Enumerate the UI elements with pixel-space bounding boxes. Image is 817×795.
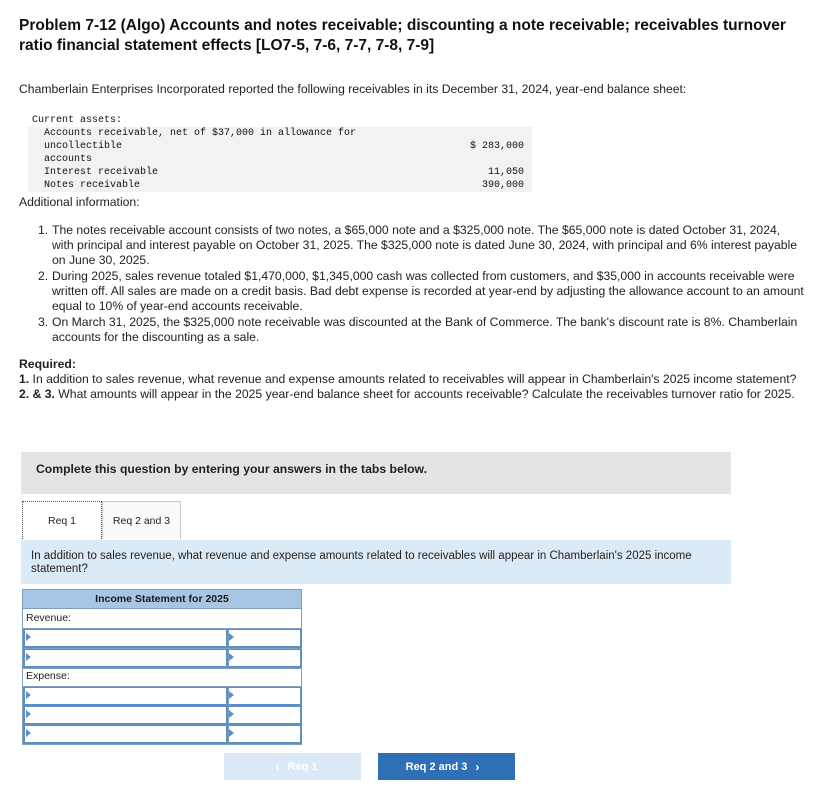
expense-account-select[interactable] [23, 706, 228, 725]
balance-row-label: Interest receivable [44, 167, 159, 178]
dropdown-indicator-icon [26, 633, 31, 641]
list-item [38, 315, 804, 345]
additional-info-list [38, 223, 804, 346]
balance-row-label: Notes receivable [44, 180, 141, 191]
expense-amount-input[interactable] [228, 706, 302, 725]
input-indicator-icon [229, 633, 234, 641]
balance-row-amount: 11,050 [487, 167, 524, 178]
prev-req-label: Req 1 [287, 760, 318, 773]
revenue-account-select[interactable] [23, 649, 228, 668]
tab-req-1[interactable]: Req 1 [22, 501, 102, 539]
list-item-text: The notes receivable account consists of two notes, a $65,000 note and a $325,000 note. The $65,000 note is dated October 31, 2024, with principal and interest payable on October 31, 2025. The $325,000 note is dated June 30, 2024, with principal and 6% interest payable on June 30, 2025. [52, 223, 798, 267]
list-item-text: During 2025, sales revenue totaled $1,470,000, $1,345,000 cash was collected from customers, and $35,000 in accounts receivable were written off. All sales are made on a credit basis. Bad debt expense is recorded at year-end by adjusting the allowance account to an amount equal to 10% of year-end accounts receivable. [52, 269, 804, 313]
instructions-panel [21, 452, 731, 494]
revenue-account-select[interactable] [23, 629, 228, 648]
revenue-amount-input[interactable] [228, 649, 302, 668]
revenue-amount-input[interactable] [228, 629, 302, 648]
prev-req-button[interactable] [224, 753, 361, 780]
balance-row-accounts-receivable [28, 127, 532, 166]
revenue-label: Revenue: [22, 609, 302, 629]
additional-info-heading: Additional information: [19, 195, 140, 209]
required-item-number: 1. [19, 372, 30, 386]
required-item-1 [19, 372, 809, 387]
dropdown-indicator-icon [26, 653, 31, 661]
balance-row-label-cont: accounts [44, 154, 93, 165]
list-item-number: 2. [38, 269, 49, 283]
required-heading: Required: [19, 357, 76, 371]
balance-sheet-excerpt [28, 114, 532, 192]
dropdown-indicator-icon [26, 729, 31, 737]
revenue-row-1 [22, 629, 302, 649]
expense-account-select[interactable] [23, 687, 228, 706]
input-indicator-icon [229, 691, 234, 699]
tab-req-2-and-3[interactable]: Req 2 and 3 [102, 501, 181, 539]
required-item-2 [19, 387, 809, 402]
required-item-text: What amounts will appear in the 2025 year-end balance sheet for accounts receivable? Calculate the receivables turnover ratio for 2025. [54, 387, 795, 401]
list-item [38, 223, 804, 268]
balance-row-amount: $ 283,000 [469, 141, 524, 152]
question-prompt: In addition to sales revenue, what revenue and expense amounts related to receivables will appear in Chamberlain's 2025 income statement? [21, 540, 731, 584]
balance-row-notes-receivable [28, 179, 532, 192]
list-item [38, 269, 804, 314]
list-item-number: 1. [38, 223, 49, 237]
input-indicator-icon [229, 653, 234, 661]
expense-label: Expense: [22, 667, 302, 687]
balance-row-amount: 390,000 [481, 180, 524, 191]
balance-row-interest-receivable [28, 166, 532, 179]
next-req-label: Req 2 and 3 [405, 760, 468, 773]
income-statement-header: Income Statement for 2025 [22, 589, 302, 609]
balance-sheet-header: Current assets: [32, 115, 123, 126]
expense-amount-input[interactable] [228, 687, 302, 706]
balance-row-label: Accounts receivable, net of $37,000 in allowance for uncollectible [44, 128, 357, 152]
required-item-number: 2. & 3. [19, 387, 55, 401]
expense-row-2 [22, 706, 302, 726]
chevron-right-icon: › [475, 759, 480, 774]
dropdown-indicator-icon [26, 710, 31, 718]
problem-title: Problem 7-12 (Algo) Accounts and notes receivable; discounting a note receivable; receivables turnover ratio financial statement effects [LO7-5, 7-6, 7-7, 7-8, 7-9] [19, 17, 786, 54]
expense-amount-input[interactable] [228, 725, 302, 744]
list-item-number: 3. [38, 315, 49, 329]
revenue-row-2 [22, 649, 302, 669]
problem-intro: Chamberlain Enterprises Incorporated reported the following receivables in its December 31, 2024, year-end balance sheet: [19, 82, 687, 96]
input-indicator-icon [229, 710, 234, 718]
next-req-button[interactable] [378, 753, 515, 780]
required-item-text: In addition to sales revenue, what revenue and expense amounts related to receivables will appear in Chamberlain's 2025 income statement? [29, 372, 797, 386]
expense-row-3 [22, 725, 302, 745]
chevron-left-icon: ‹ [275, 759, 280, 774]
expense-account-select[interactable] [23, 725, 228, 744]
expense-row-1 [22, 687, 302, 707]
list-item-text: On March 31, 2025, the $325,000 note receivable was discounted at the Bank of Commerce. The bank's discount rate is 8%. Chamberlain accounts for the discounting as a sale. [52, 315, 798, 344]
required-section [19, 357, 809, 402]
instructions-text: Complete this question by entering your answers in the tabs below. [36, 462, 427, 476]
input-indicator-icon [229, 729, 234, 737]
dropdown-indicator-icon [26, 691, 31, 699]
